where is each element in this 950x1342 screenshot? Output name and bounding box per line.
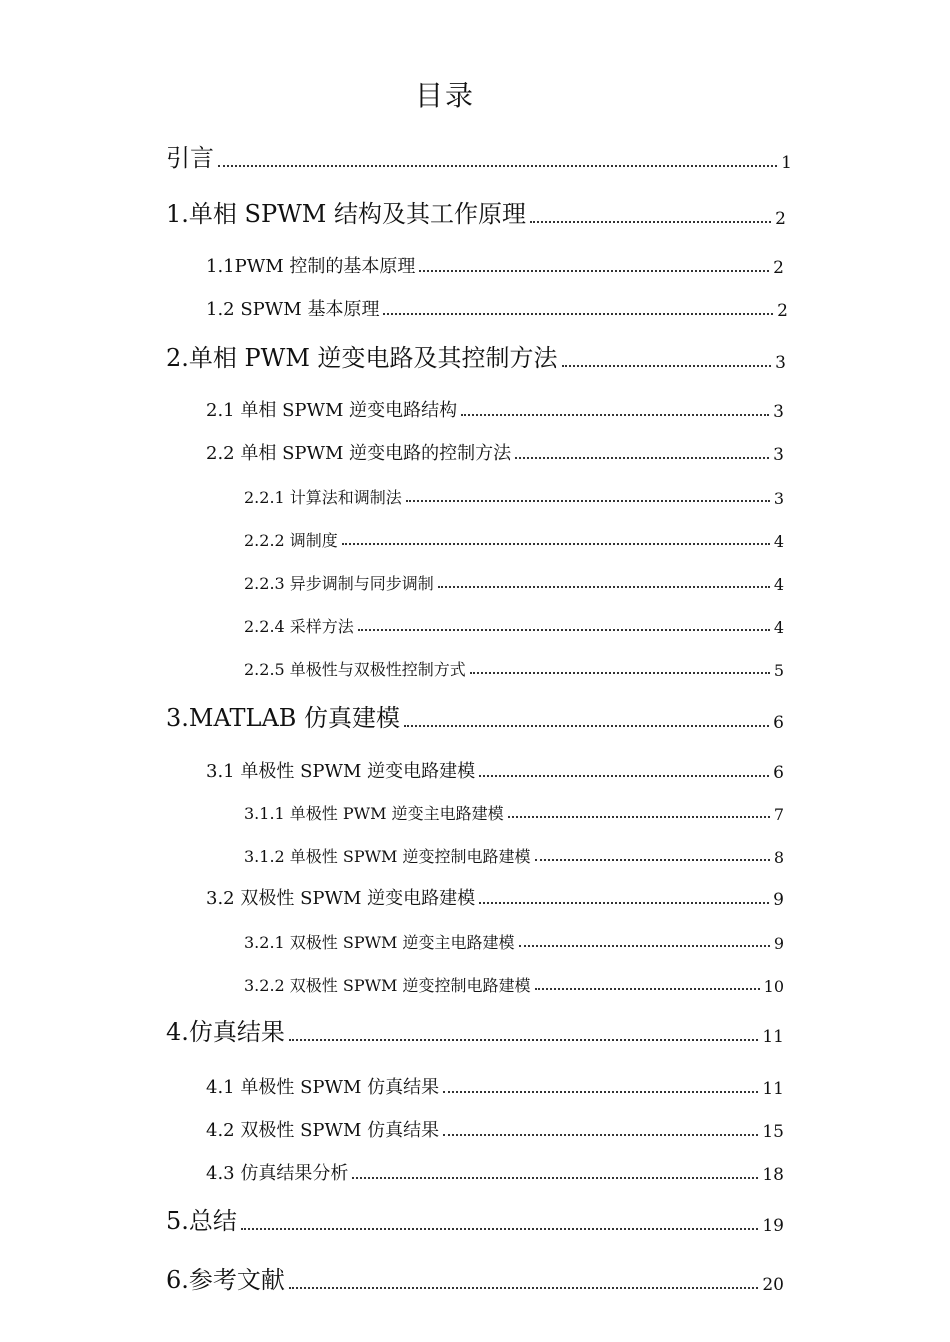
toc-entry[interactable] (206, 295, 788, 321)
toc-entry[interactable] (244, 930, 784, 953)
toc-entry-label: 3.2.2 双极性 SPWM 逆变控制电路建模 (244, 976, 531, 995)
toc-entry-label: 2.2.2 调制度 (244, 531, 338, 550)
toc-entry[interactable] (244, 614, 784, 637)
toc-leader (562, 364, 772, 367)
toc-leader (443, 1090, 758, 1093)
toc-entry-label: 1.1PWM 控制的基本原理 (206, 256, 416, 277)
toc-page-number: 3 (773, 489, 784, 508)
toc-entry[interactable] (166, 1012, 784, 1047)
toc-entry[interactable] (206, 396, 784, 422)
toc-leader (419, 269, 769, 272)
toc-entry-label: 5.总结 (166, 1207, 237, 1235)
toc-entry[interactable] (244, 485, 784, 508)
toc-entry[interactable] (206, 439, 784, 465)
toc-entry-label: 4.仿真结果 (166, 1018, 285, 1046)
toc-leader (342, 542, 770, 545)
toc-leader (519, 944, 770, 947)
toc-page-number: 3 (775, 353, 786, 373)
toc-entry[interactable] (166, 1201, 784, 1236)
toc-entry-label: 6.参考文献 (166, 1266, 285, 1294)
toc-page-number: 18 (762, 1165, 784, 1185)
toc-entry[interactable] (166, 138, 792, 173)
toc-entry-label: 4.1 单极性 SPWM 仿真结果 (206, 1077, 440, 1098)
toc-leader (383, 312, 773, 315)
toc-leader (406, 499, 770, 502)
toc-entry[interactable] (244, 571, 784, 594)
toc-leader (289, 1038, 758, 1041)
toc-page-number: 3 (773, 445, 784, 465)
toc-leader (438, 585, 770, 588)
toc-page-number: 9 (773, 890, 784, 910)
toc-entry[interactable] (166, 338, 786, 373)
toc-page-number: 10 (763, 977, 784, 996)
toc-page-number: 8 (773, 848, 784, 867)
toc-entry-label: 3.1.2 单极性 SPWM 逆变控制电路建模 (244, 847, 531, 866)
toc-entry[interactable] (244, 801, 784, 824)
toc-leader (530, 220, 771, 223)
toc-page-number: 6 (773, 763, 784, 783)
toc-leader (218, 164, 777, 167)
toc-entry[interactable] (206, 1116, 784, 1142)
toc-page-number: 2 (777, 301, 788, 321)
toc-entry[interactable] (244, 844, 784, 867)
toc-entry-label: 3.2.1 双极性 SPWM 逆变主电路建模 (244, 933, 515, 952)
toc-leader (352, 1176, 758, 1179)
toc-page-number: 9 (773, 934, 784, 953)
toc-leader (535, 987, 760, 990)
toc-entry[interactable] (166, 698, 784, 733)
toc-entry-label: 2.2.4 采样方法 (244, 617, 354, 636)
toc-entry[interactable] (206, 757, 784, 783)
toc-entry[interactable] (166, 194, 786, 229)
toc-leader (479, 774, 769, 777)
toc-page-number: 11 (762, 1027, 784, 1047)
toc-entry-label: 1.单相 SPWM 结构及其工作原理 (166, 200, 526, 228)
toc-page-number: 20 (762, 1275, 784, 1295)
toc-leader (470, 671, 770, 674)
toc-leader (461, 413, 769, 416)
toc-page-number: 4 (773, 575, 784, 594)
toc-leader (241, 1227, 758, 1230)
toc-page-number: 7 (773, 805, 784, 824)
toc-entry-label: 2.1 单相 SPWM 逆变电路结构 (206, 400, 458, 421)
toc-leader (404, 724, 769, 727)
toc-entry-label: 3.1.1 单极性 PWM 逆变主电路建模 (244, 804, 504, 823)
toc-entry-label: 引言 (166, 144, 214, 172)
toc-entry-label: 3.1 单极性 SPWM 逆变电路建模 (206, 761, 476, 782)
toc-page-number: 2 (773, 258, 784, 278)
toc-page-number: 19 (762, 1216, 784, 1236)
toc-entry[interactable] (244, 973, 784, 996)
toc-entry[interactable] (206, 252, 784, 278)
toc-entry[interactable] (206, 884, 784, 910)
toc-leader (289, 1286, 758, 1289)
toc-leader (443, 1133, 758, 1136)
toc-page-number: 4 (773, 618, 784, 637)
toc-entry[interactable] (166, 1260, 784, 1295)
toc-leader (535, 858, 770, 861)
toc-leader (479, 901, 769, 904)
toc-leader (358, 628, 770, 631)
toc-entry[interactable] (244, 528, 784, 551)
toc-page-number: 4 (773, 532, 784, 551)
toc-page-number: 2 (775, 209, 786, 229)
toc-entry[interactable] (206, 1073, 784, 1099)
toc-entry-label: 1.2 SPWM 基本原理 (206, 299, 380, 320)
toc-entry-label: 2.2.3 异步调制与同步调制 (244, 574, 434, 593)
page-title: 目录 (414, 79, 475, 112)
toc-page-number: 11 (762, 1079, 784, 1099)
toc-entry-label: 4.3 仿真结果分析 (206, 1163, 349, 1184)
toc-entry-label: 2.单相 PWM 逆变电路及其控制方法 (166, 344, 558, 372)
toc-leader (508, 815, 770, 818)
toc-entry-label: 3.2 双极性 SPWM 逆变电路建模 (206, 888, 476, 909)
toc-entry-label: 3.MATLAB 仿真建模 (166, 704, 401, 732)
toc-entry-label: 2.2.5 单极性与双极性控制方式 (244, 660, 466, 679)
toc-entry[interactable] (244, 657, 784, 680)
toc-page-number: 5 (773, 661, 784, 680)
toc-page-number: 6 (773, 713, 784, 733)
toc-entry-label: 2.2 单相 SPWM 逆变电路的控制方法 (206, 443, 512, 464)
toc-leader (515, 456, 769, 459)
toc-page-number: 15 (762, 1122, 784, 1142)
toc-page-number: 1 (781, 153, 792, 173)
toc-page-number: 3 (773, 402, 784, 422)
toc-entry-label: 4.2 双极性 SPWM 仿真结果 (206, 1120, 440, 1141)
toc-entry[interactable] (206, 1159, 784, 1185)
toc-entry-label: 2.2.1 计算法和调制法 (244, 488, 402, 507)
